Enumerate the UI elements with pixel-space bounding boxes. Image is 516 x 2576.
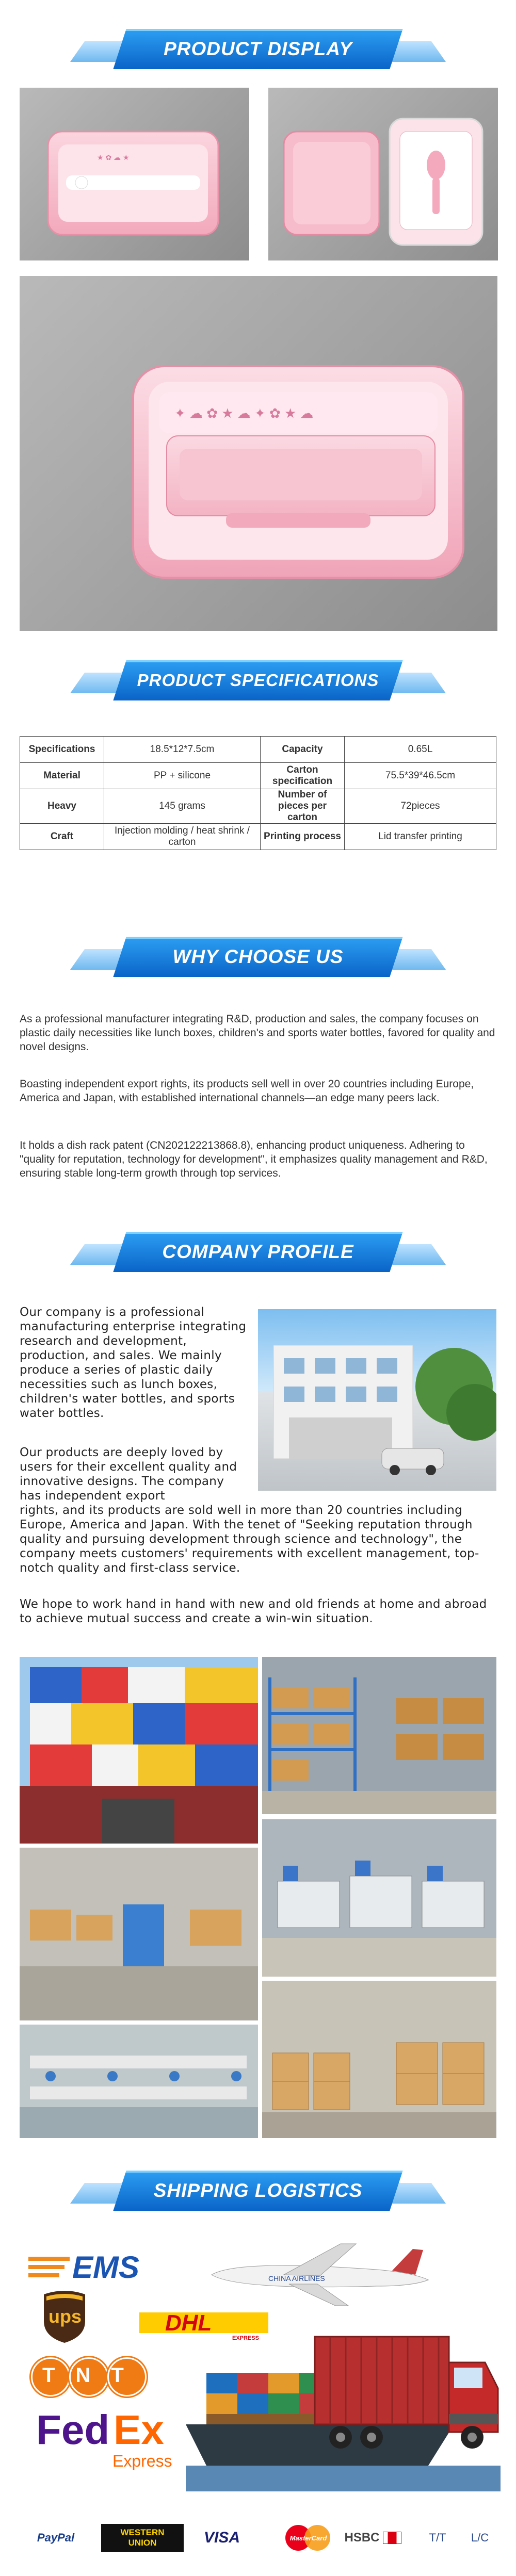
paypal-logo: PayPal <box>37 2531 75 2544</box>
factory-warehouse-shelves-photo <box>262 1657 496 1814</box>
spec-label: Material <box>20 763 104 789</box>
spec-label: Specifications <box>20 737 104 763</box>
factory-assembly-line-photo <box>20 2025 258 2138</box>
factory-carton-storage-photo <box>262 1981 496 2138</box>
section-title: PRODUCT SPECIFICATIONS <box>137 671 379 690</box>
section-title: PRODUCT DISPLAY <box>164 38 352 59</box>
spec-value: 18.5*12*7.5cm <box>104 737 261 763</box>
spec-label: Printing process <box>261 824 345 850</box>
ups-logo: ups <box>41 2290 88 2344</box>
western-union-logo: WESTERN UNION <box>101 2524 184 2552</box>
product-photo-open-box <box>268 88 498 260</box>
specifications-table <box>20 736 496 850</box>
spec-value: PP + silicone <box>104 763 261 789</box>
spec-value: 72pieces <box>345 789 496 824</box>
why-paragraph-1: As a professional manufacturer integrating R&D, production and sales, the company focuses on plastic daily necessities like lunch boxes, children's and sports water bottles, favored for quality and novel designs. <box>20 1013 495 1053</box>
profile-paragraph-3: We hope to work hand in hand with new and old friends at home and abroad to achieve mutual success and create a win-win situation. <box>20 1597 487 1625</box>
truck-and-ship-illustration <box>186 2295 501 2491</box>
table-row <box>20 737 496 763</box>
profile-paragraph-2a: Our products are deeply loved by users for their excellent quality and innovative designs. The company has independent export <box>20 1446 237 1503</box>
fedex-logo: Fed Ex Express <box>36 2407 172 2470</box>
product-photo-large <box>20 276 497 631</box>
company-building-photo <box>258 1309 496 1491</box>
table-row <box>20 763 496 789</box>
product-photo-closed-box <box>20 88 249 260</box>
table-row <box>20 789 496 824</box>
spec-label: Capacity <box>261 737 345 763</box>
profile-paragraph-2b: rights, and its products are sold well in more than 20 countries including Europe, America and Japan. With the tenet of "Seeking reputation through quality and pursuing development through science and technology", the company meets customers' requirements with excellent management, top-notch quality and first-class service. <box>20 1504 479 1575</box>
svg-text:✦ ☁ ✿ ★ ☁ ✦ ✿ ★ ☁: ✦ ☁ ✿ ★ ☁ ✦ ✿ ★ ☁ <box>174 405 314 421</box>
svg-text:★ ✿ ☁ ★: ★ ✿ ☁ ★ <box>97 153 130 161</box>
spec-value: Lid transfer printing <box>345 824 496 850</box>
section-title: WHY CHOOSE US <box>172 946 344 967</box>
section-title: COMPANY PROFILE <box>162 1241 354 1262</box>
shipping-logistics-banner <box>0 2161 516 2218</box>
visa-logo: VISA <box>203 2529 240 2546</box>
spec-label: Number of pieces per carton <box>261 789 345 824</box>
section-title: SHIPPING LOGISTICS <box>153 2180 363 2201</box>
product-specifications-banner <box>0 651 516 708</box>
plane-livery-text: CHINA AIRLINES <box>268 2274 325 2282</box>
why-paragraph-2: Boasting independent export rights, its products sell well in over 20 countries including Europe, America and Japan, with established international channels—an edge many peers lack. <box>20 1078 474 1104</box>
spec-value: 75.5*39*46.5cm <box>345 763 496 789</box>
tnt-logo: TNT <box>31 2355 150 2396</box>
lc-payment-label: L/C <box>471 2531 489 2544</box>
spec-value: 0.65L <box>345 737 496 763</box>
spec-label: Carton specification <box>261 763 345 789</box>
dhl-logo: DHL EXPRESS <box>139 2308 273 2344</box>
company-profile-banner <box>0 1222 516 1279</box>
spec-value: Injection molding / heat shrink / carton <box>104 824 261 850</box>
factory-machines-photo <box>262 1819 496 1977</box>
ems-logo: EMS <box>28 2246 183 2288</box>
mastercard-logo: MasterCard <box>281 2524 335 2552</box>
factory-colorful-building-photo <box>20 1657 258 1844</box>
why-choose-us-banner <box>0 927 516 984</box>
why-paragraph-3: It holds a dish rack patent (CN202122213868.8), enhancing product uniqueness. Adhering to "quality for reputation, technology for development", it emphasizes quality management and R&D, ensuring stable long-term growth through top services. <box>20 1139 488 1179</box>
tt-payment-label: T/T <box>429 2531 446 2544</box>
table-row <box>20 824 496 850</box>
product-display-banner <box>0 20 516 76</box>
factory-production-floor-photo <box>20 1848 258 2020</box>
spec-label: Heavy <box>20 789 104 824</box>
spec-value: 145 grams <box>104 789 261 824</box>
profile-paragraph-1: Our company is a professional manufacturing enterprise integrating research and development, production, and sales. We mainly produce a series of plastic daily necessities such as lunch boxes, children's water bottles, and sports water bottles. <box>20 1306 247 1420</box>
hsbc-logo: HSBC <box>343 2524 402 2552</box>
spec-label: Craft <box>20 824 104 850</box>
